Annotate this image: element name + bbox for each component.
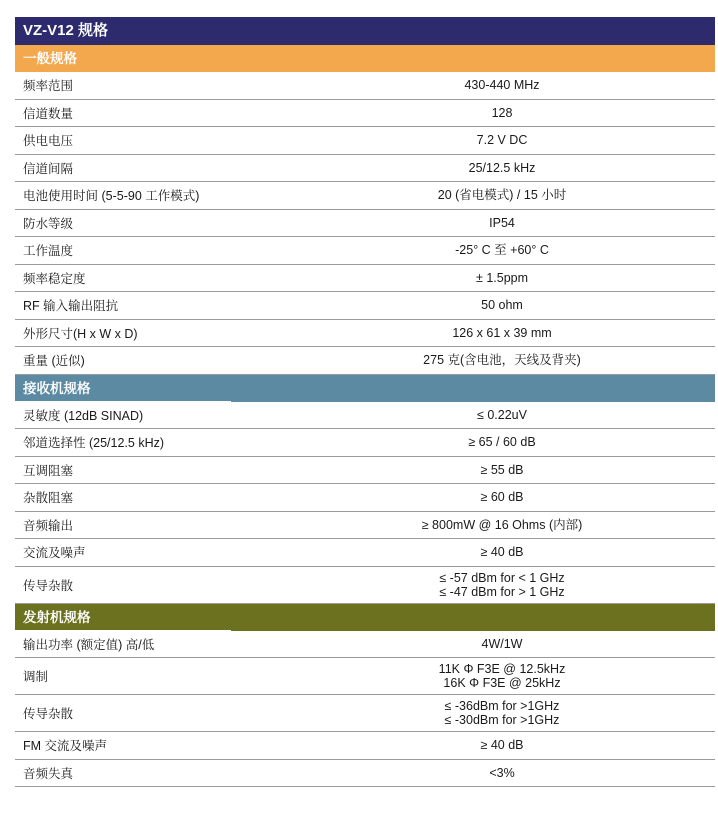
- spec-value-line: -25° C 至 +60° C: [455, 243, 549, 258]
- spec-value: [289, 457, 715, 484]
- spec-label: 互调阻塞: [23, 463, 74, 478]
- spec-label: 调制: [23, 670, 49, 684]
- spec-label: 传导杂散: [23, 707, 74, 721]
- spec-value: [289, 484, 715, 511]
- spec-value-line: 128: [491, 105, 513, 120]
- spec-value: [289, 100, 715, 127]
- spec-value-line: 20 (省电模式) / 15 小时: [437, 188, 567, 203]
- spec-label: 音频输出: [23, 518, 74, 533]
- spec-value-line: 7.2 V DC: [476, 133, 528, 148]
- spec-label: 频率稳定度: [23, 271, 86, 286]
- spec-value: [289, 320, 715, 347]
- spec-value: [289, 658, 715, 694]
- spec-value-line: <3%: [489, 765, 515, 780]
- spec-row: [15, 429, 715, 457]
- spec-value: [289, 265, 715, 292]
- spec-value: [289, 347, 715, 374]
- spec-value-line: ≥ 55 dB: [480, 462, 524, 477]
- page-title: VZ-V12 规格: [15, 17, 715, 45]
- spec-value: [289, 631, 715, 658]
- spec-value-line: 50 ohm: [481, 298, 523, 313]
- spec-value-line: IP54: [489, 215, 515, 230]
- spec-value-line: 430-440 MHz: [464, 78, 540, 93]
- spec-row: [15, 237, 715, 265]
- spec-value: [289, 732, 715, 759]
- spec-label: 电池使用时间 (5-5-90 工作模式): [23, 189, 200, 204]
- spec-row: [15, 732, 715, 760]
- spec-row: [15, 567, 715, 604]
- spec-value: [289, 210, 715, 237]
- spec-row: [15, 347, 715, 375]
- spec-label: 输出功率 (额定值) 高/低: [23, 637, 155, 652]
- spec-value-line: 16K Φ F3E @ 25kHz: [443, 676, 561, 690]
- spec-sheet: [15, 0, 715, 787]
- spec-label: 工作温度: [23, 244, 74, 259]
- spec-row: [15, 320, 715, 348]
- spec-row: [15, 155, 715, 183]
- spec-row: [15, 512, 715, 540]
- spec-label: 传导杂散: [23, 578, 74, 593]
- spec-label: 信道数量: [23, 106, 74, 121]
- spec-row: [15, 100, 715, 128]
- spec-row: [15, 72, 715, 100]
- spec-label: 杂散阻塞: [23, 491, 74, 506]
- spec-value: [289, 155, 715, 182]
- spec-sections: [15, 45, 715, 787]
- spec-value: [289, 237, 715, 264]
- spec-value-line: ≥ 65 / 60 dB: [468, 435, 536, 450]
- spec-value: [289, 402, 715, 429]
- spec-row: [15, 484, 715, 512]
- spec-value: [289, 760, 715, 787]
- spec-label: 交流及噪声: [23, 546, 86, 561]
- spec-value-line: ≤ 0.22uV: [477, 407, 527, 422]
- spec-label: 防水等级: [23, 216, 74, 231]
- spec-row: [15, 210, 715, 238]
- spec-value-line: ≥ 40 dB: [480, 545, 524, 560]
- spec-row: [15, 265, 715, 293]
- spec-value: [289, 539, 715, 566]
- spec-label: 音频失真: [23, 766, 74, 781]
- section-heading: 发射机规格: [15, 604, 715, 631]
- spec-value: [289, 292, 715, 319]
- spec-value-line: ≤ -36dBm for >1GHz: [444, 699, 560, 713]
- spec-value-line: ≥ 40 dB: [480, 738, 524, 753]
- section-heading: 接收机规格: [15, 375, 715, 402]
- spec-row: [15, 539, 715, 567]
- spec-row: [15, 631, 715, 659]
- spec-label: 信道间隔: [23, 161, 74, 176]
- spec-value: [289, 567, 715, 603]
- spec-label: RF 输入输出阻抗: [23, 299, 119, 314]
- spec-value-line: 4W/1W: [481, 636, 523, 651]
- spec-value: [289, 182, 715, 209]
- spec-row: [15, 658, 715, 695]
- spec-value-line: ≤ -30dBm for >1GHz: [444, 713, 560, 727]
- spec-label: 邻道选择性 (25/12.5 kHz): [23, 436, 165, 451]
- spec-row: [15, 402, 715, 430]
- spec-value-line: 25/12.5 kHz: [468, 160, 536, 175]
- spec-row: [15, 127, 715, 155]
- spec-row: [15, 292, 715, 320]
- spec-label: 外形尺寸(H x W x D): [23, 326, 138, 341]
- spec-row: [15, 182, 715, 210]
- spec-value-line: ≥ 800mW @ 16 Ohms (内部): [421, 517, 583, 532]
- spec-label: 灵敏度 (12dB SINAD): [23, 408, 144, 423]
- spec-value-line: ≤ -47 dBm for > 1 GHz: [439, 584, 565, 599]
- section-heading: 一般规格: [15, 45, 715, 72]
- spec-value-line: 275 克(含电池，天线及背夹): [423, 353, 581, 368]
- spec-value: [289, 512, 715, 539]
- spec-value-line: ≤ -57 dBm for < 1 GHz: [439, 570, 565, 585]
- spec-value-line: ≥ 60 dB: [480, 490, 524, 505]
- spec-value: [289, 695, 715, 731]
- spec-label: 供电电压: [23, 134, 74, 149]
- spec-value: [289, 127, 715, 154]
- spec-row: [15, 760, 715, 788]
- spec-label: 重量 (近似): [23, 354, 85, 369]
- spec-row: [15, 695, 715, 732]
- spec-value-line: 126 x 61 x 39 mm: [452, 325, 552, 340]
- spec-row: [15, 457, 715, 485]
- spec-value-line: 11K Φ F3E @ 12.5kHz: [438, 662, 566, 676]
- spec-value: [289, 429, 715, 456]
- spec-value: [289, 72, 715, 99]
- spec-value-line: ± 1.5ppm: [475, 270, 529, 285]
- spec-label: 频率范围: [23, 79, 74, 94]
- spec-label: FM 交流及噪声: [23, 739, 108, 754]
